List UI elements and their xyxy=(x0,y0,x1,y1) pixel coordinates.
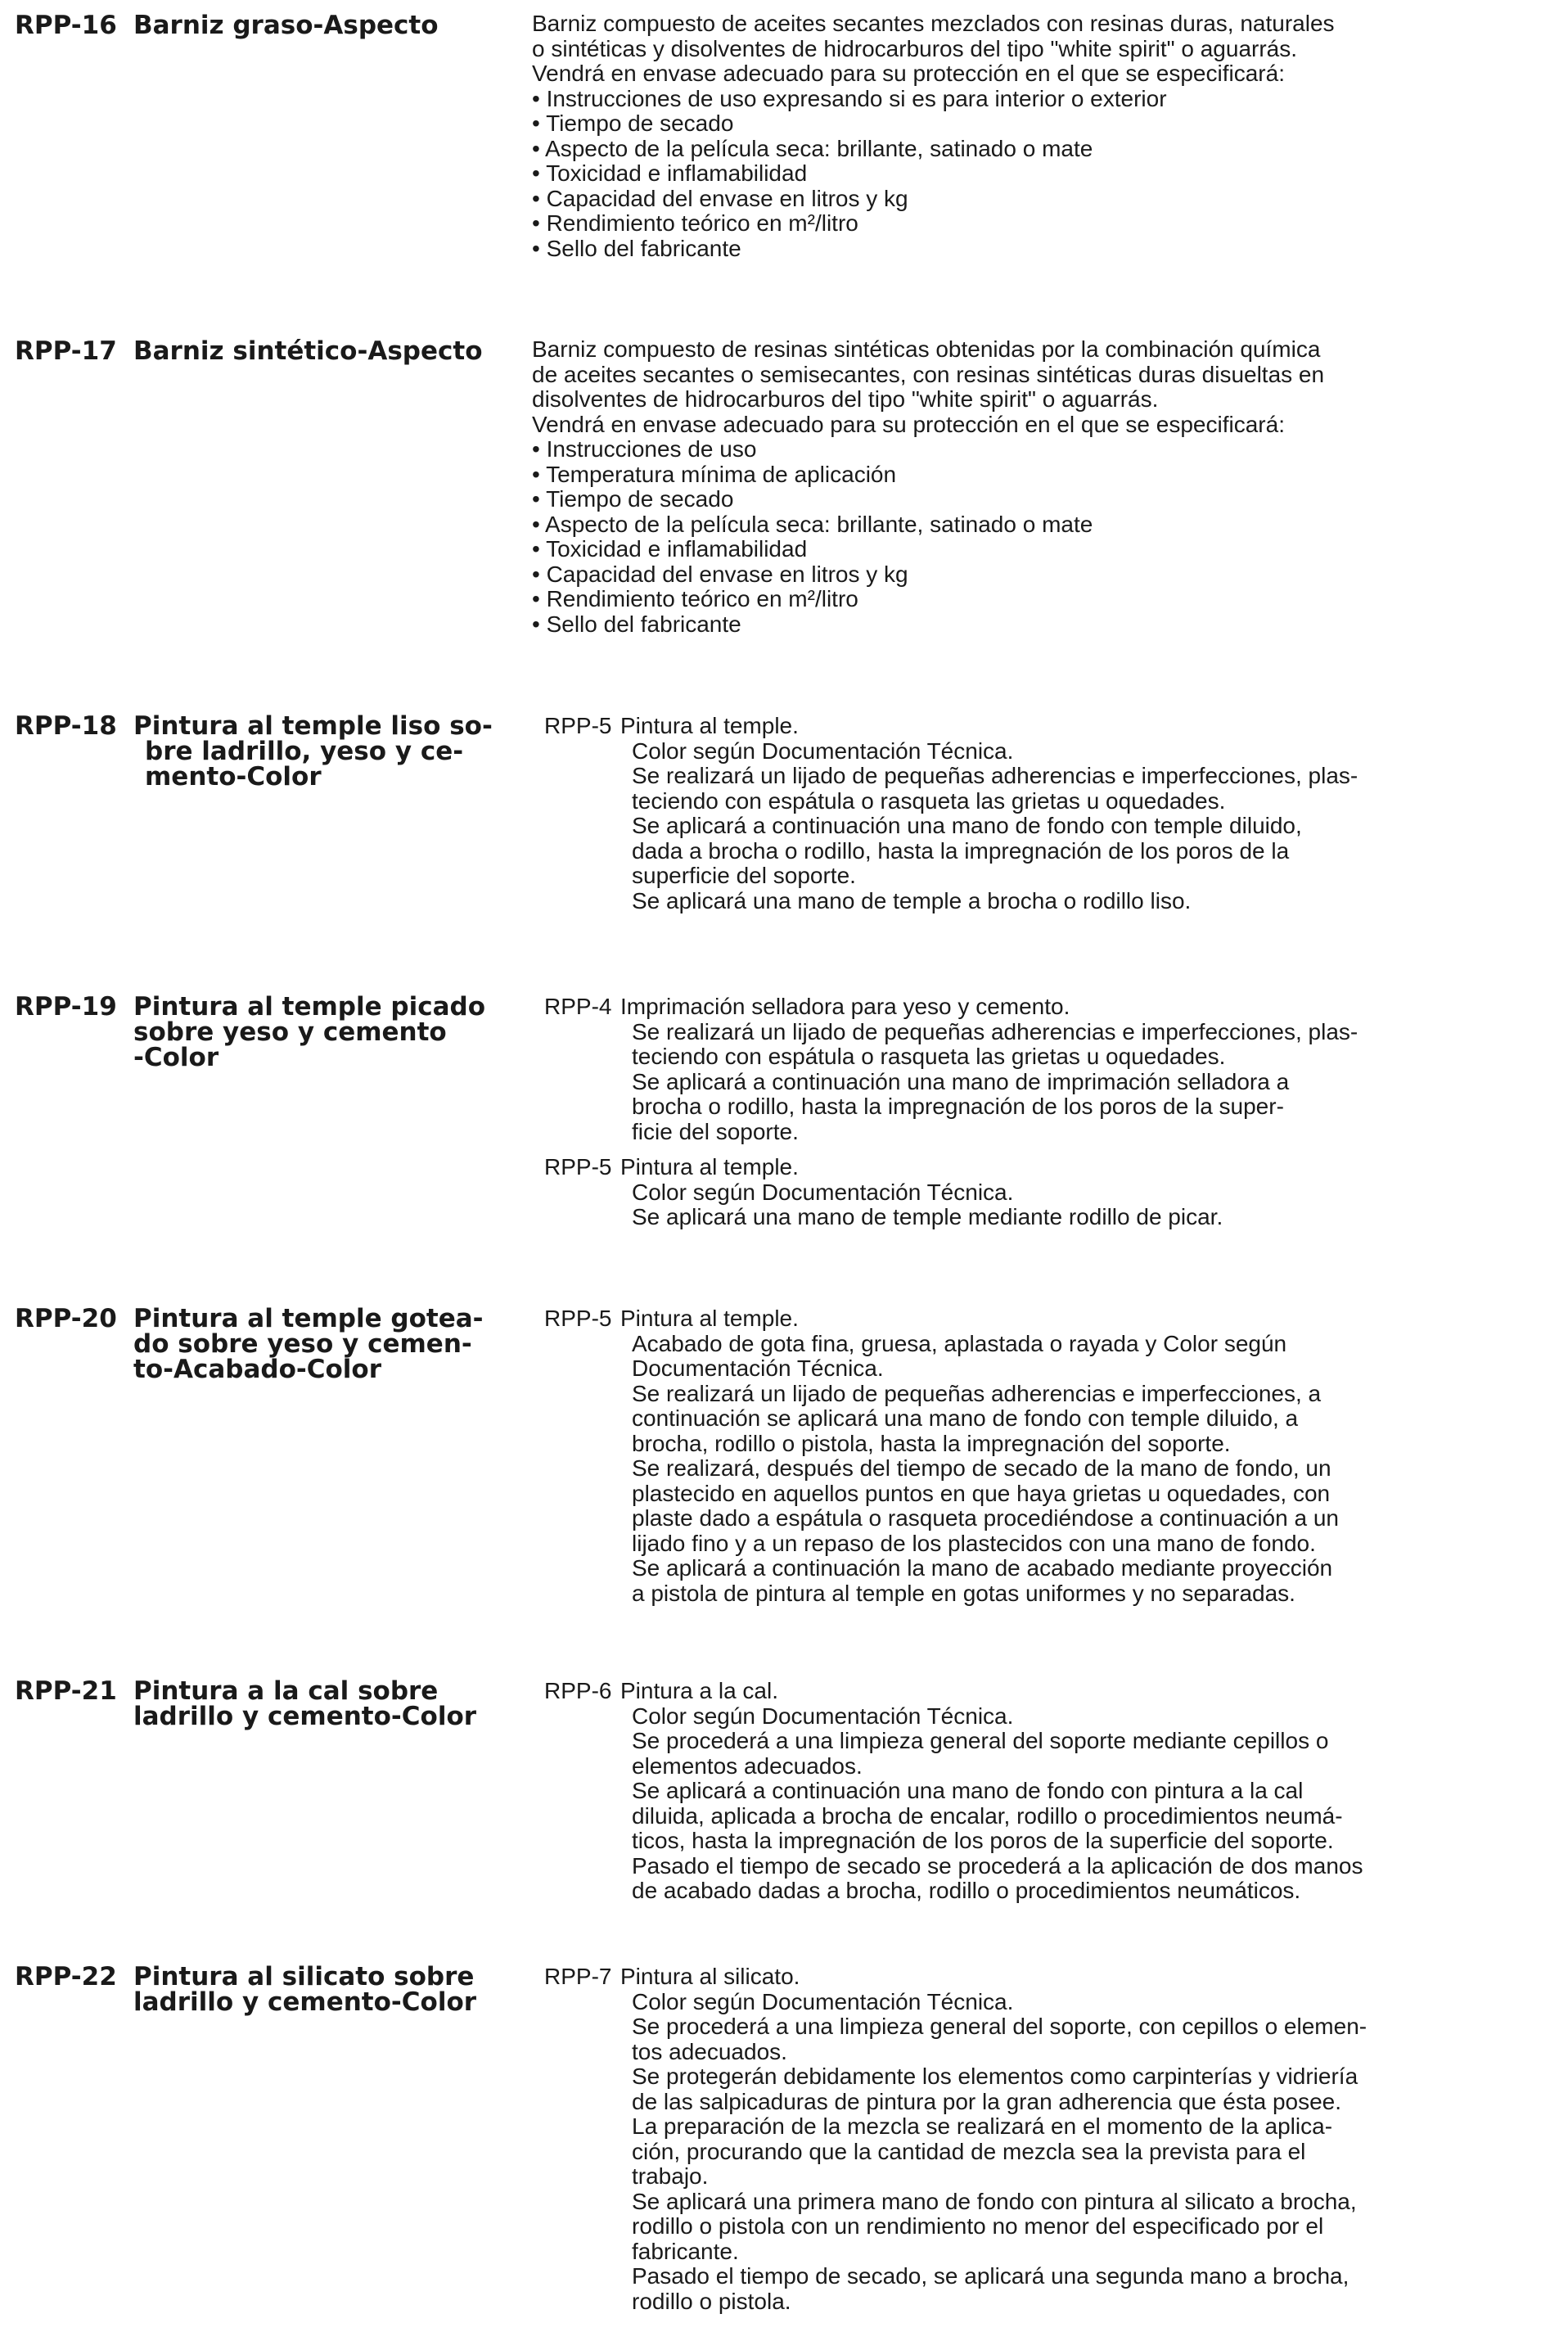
entry-title xyxy=(133,1964,485,2015)
step-line: ficie del soporte. xyxy=(632,1118,799,1144)
step-line: Pintura a la cal. xyxy=(620,1678,778,1703)
step-line: Pintura al temple. xyxy=(620,1306,799,1331)
step-ref: RPP-5 xyxy=(544,1154,612,1180)
step-line: Se aplicará a continuación una mano de fondo con temple diluido, xyxy=(632,813,1302,838)
step-line: Se procederá a una limpieza general del soporte, con cepillos o elemen- xyxy=(632,2014,1367,2039)
entry-body xyxy=(532,337,1555,637)
title-line: Pintura al temple liso so- xyxy=(133,711,493,741)
step-ref: RPP-6 xyxy=(544,1678,612,1703)
step-line: superficie del soporte. xyxy=(632,863,856,888)
step-line: fabricante. xyxy=(632,2238,739,2264)
step-line: dada a brocha o rodillo, hasta la impregnación de los poros de la xyxy=(632,837,1290,864)
title-line: sobre yeso y cemento xyxy=(133,1017,447,1047)
step-line: rodillo o pistola. xyxy=(632,2288,791,2314)
step-line: Color según Documentación Técnica. xyxy=(632,1703,1014,1729)
step-line: Pintura al silicato. xyxy=(620,1964,800,1989)
step-line: diluida, aplicada a brocha de encalar, rodillo o procedimientos neumá- xyxy=(632,1802,1343,1829)
step-line: tos adecuados. xyxy=(632,2038,787,2064)
step-line: Pintura al temple. xyxy=(620,713,799,738)
step-lines xyxy=(620,994,1358,1144)
title-line: Barniz graso-Aspecto xyxy=(133,11,439,40)
step-line: Documentación Técnica. xyxy=(632,1355,884,1381)
title-line: Pintura a la cal sobre xyxy=(133,1676,439,1706)
body-line: o sintéticas y disolventes de hidrocarburos del tipo "white spirit" o aguarrás. xyxy=(532,35,1298,61)
step-line: plastecido en aquellos puntos en que haya grietas u oquedades, con xyxy=(632,1480,1331,1506)
entry-code: RPP-18 xyxy=(15,711,117,741)
entry-code: RPP-20 xyxy=(15,1304,117,1333)
step-line: Se realizará un lijado de pequeñas adherencias e imperfecciones, plas- xyxy=(632,1018,1358,1044)
step-line: ticos, hasta la impregnación de los poros de la superficie del soporte. xyxy=(632,1828,1334,1853)
step-line: Se aplicará a continuación la mano de acabado mediante proyección xyxy=(632,1555,1333,1581)
title-line: Pintura al temple gotea- xyxy=(133,1304,484,1333)
step-ref: RPP-4 xyxy=(544,994,612,1019)
body-bullet: • Instrucciones de uso expresando si es para interior o exterior xyxy=(532,85,1167,111)
step-line: Color según Documentación Técnica. xyxy=(632,1988,1014,2014)
step-line: Se aplicará a continuación una mano de imprimación selladora a xyxy=(632,1068,1290,1094)
entry-code: RPP-16 xyxy=(15,11,117,40)
step-line: Se realizará un lijado de pequeñas adherencias e imperfecciones, a xyxy=(632,1380,1322,1406)
entry-body xyxy=(532,11,1555,261)
entry-title xyxy=(133,1676,485,1731)
entry-code: RPP-22 xyxy=(15,1962,117,1991)
step-line: Pasado el tiempo de secado, se aplicará una segunda mano a brocha, xyxy=(632,2263,1349,2289)
title-line: ladrillo y cemento-Color xyxy=(133,1702,477,1731)
body-bullet: • Toxicidad e inflamabilidad xyxy=(532,536,808,562)
step-line: La preparación de la mezcla se realizará en el momento de la aplica- xyxy=(632,2113,1333,2139)
step-line: Pasado el tiempo de secado se procederá a la aplicación de dos manos xyxy=(632,1852,1363,1879)
body-line: Vendrá en envase adecuado para su protección en el que se especificará: xyxy=(532,61,1285,86)
step-line: Se realizará un lijado de pequeñas adherencias e imperfecciones, plas- xyxy=(632,763,1358,788)
step-ref: RPP-5 xyxy=(544,713,612,738)
step-line: Acabado de gota fina, gruesa, aplastada o rayada y Color según xyxy=(632,1330,1287,1356)
step-line: Se aplicará una mano de temple mediante rodillo de picar. xyxy=(632,1204,1223,1229)
body-bullet: • Sello del fabricante xyxy=(532,235,741,261)
step-line: trabajo. xyxy=(632,2163,709,2189)
entry-code: RPP-17 xyxy=(15,336,117,366)
step-line: Pintura al temple. xyxy=(620,1154,799,1180)
title-line: Pintura al silicato sobre xyxy=(133,1962,475,1991)
step-line: Color según Documentación Técnica. xyxy=(632,737,1014,764)
step-line: Se aplicará a continuación una mano de fondo con pintura a la cal xyxy=(632,1778,1304,1803)
step-line: brocha, rodillo o pistola, hasta la impregnación del soporte. xyxy=(632,1430,1231,1456)
step-line: plaste dado a espátula o rasqueta procediéndose a continuación a un xyxy=(632,1505,1339,1531)
body-bullet: • Toxicidad e inflamabilidad xyxy=(532,160,808,186)
step-line: Color según Documentación Técnica. xyxy=(632,1179,1014,1205)
step-line: teciendo con espátula o rasqueta las grietas u oquedades. xyxy=(632,1044,1226,1069)
entry-title xyxy=(133,1306,485,1382)
entry-title xyxy=(133,992,486,1072)
step-lines xyxy=(620,713,1358,913)
step-line: Imprimación selladora para yeso y cemento. xyxy=(620,994,1070,1019)
title-line: ladrillo y cemento-Color xyxy=(133,1987,477,2017)
step-line: elementos adecuados. xyxy=(632,1752,863,1779)
step-lines xyxy=(620,1678,1363,1904)
body-line: disolventes de hidrocarburos del tipo "white spirit" o aguarrás. xyxy=(532,386,1159,412)
body-bullet: • Capacidad del envase en litros y kg xyxy=(532,561,908,587)
title-line: -Color xyxy=(133,1043,219,1072)
step-line: Se aplicará una mano de temple a brocha o rodillo liso. xyxy=(632,887,1192,913)
title-line: Pintura al temple picado xyxy=(133,992,486,1022)
entry-code: RPP-21 xyxy=(15,1676,117,1706)
body-bullet: • Sello del fabricante xyxy=(532,611,741,637)
body-bullet: • Aspecto de la película seca: brillante, satinado o mate xyxy=(532,511,1093,537)
step-line: Se realizará, después del tiempo de secado de la mano de fondo, un xyxy=(632,1455,1331,1481)
step-line: Se procederá a una limpieza general del soporte mediante cepillos o xyxy=(632,1728,1329,1753)
step-line: a pistola de pintura al temple en gotas uniformes y no separadas. xyxy=(632,1580,1295,1606)
entry-title xyxy=(133,711,493,792)
body-bullet: • Aspecto de la película seca: brillante, satinado o mate xyxy=(532,135,1093,161)
step-line: rodillo o pistola con un rendimiento no menor del especificado por el xyxy=(632,2213,1324,2239)
entry-title xyxy=(133,13,485,38)
body-line: Vendrá en envase adecuado para su protección en el que se especificará: xyxy=(532,411,1285,437)
body-bullet: • Tiempo de secado xyxy=(532,111,734,136)
body-line: Barniz compuesto de aceites secantes mezclados con resinas duras, naturales xyxy=(532,11,1335,36)
title-line: do sobre yeso y cemen- xyxy=(133,1329,472,1359)
body-bullet: • Rendimiento teórico en m²/litro xyxy=(532,586,858,611)
step-line: lijado fino y a un repaso de los plastecidos con una mano de fondo. xyxy=(632,1530,1316,1556)
step-lines xyxy=(620,1154,1223,1230)
body-bullet: • Tiempo de secado xyxy=(532,486,734,512)
step-line: Se aplicará una primera mano de fondo con pintura al silicato a brocha, xyxy=(632,2188,1357,2214)
step-line: de acabado dadas a brocha, rodillo o procedimientos neumáticos. xyxy=(632,1878,1301,1903)
step-ref: RPP-5 xyxy=(544,1306,612,1331)
step-line: Se protegerán debidamente los elementos como carpinterías y vidriería xyxy=(632,2064,1358,2089)
step-lines xyxy=(620,1306,1339,1606)
body-line: de aceites secantes o semisecantes, con resinas sintéticas duras disueltas en xyxy=(532,361,1325,387)
body-bullet: • Rendimiento teórico en m²/litro xyxy=(532,210,858,236)
step-line: ción, procurando que la cantidad de mezcla sea la prevista para el xyxy=(632,2138,1306,2164)
body-line: Barniz compuesto de resinas sintéticas obtenidas por la combinación química xyxy=(532,336,1321,362)
entry-code: RPP-19 xyxy=(15,992,117,1022)
step-lines xyxy=(620,1964,1367,2314)
title-line: Barniz sintético-Aspecto xyxy=(133,336,483,366)
body-bullet: • Capacidad del envase en litros y kg xyxy=(532,185,908,211)
body-bullet: • Temperatura mínima de aplicación xyxy=(532,461,897,487)
step-line: teciendo con espátula o rasqueta las grietas u oquedades. xyxy=(632,787,1226,814)
entry-title xyxy=(133,336,485,366)
title-line: mento-Color xyxy=(145,762,322,792)
step-ref: RPP-7 xyxy=(544,1964,612,1989)
title-line: bre ladrillo, yeso y ce- xyxy=(145,737,464,766)
title-line: to-Acabado-Color xyxy=(133,1355,381,1384)
step-line: brocha o rodillo, hasta la impregnación de los poros de la super- xyxy=(632,1094,1284,1119)
body-bullet: • Instrucciones de uso xyxy=(532,436,757,462)
step-line: de las salpicaduras de pintura por la gran adherencia que ésta posee. xyxy=(632,2088,1342,2114)
step-line: continuación se aplicará una mano de fondo con temple diluido, a xyxy=(632,1405,1299,1431)
